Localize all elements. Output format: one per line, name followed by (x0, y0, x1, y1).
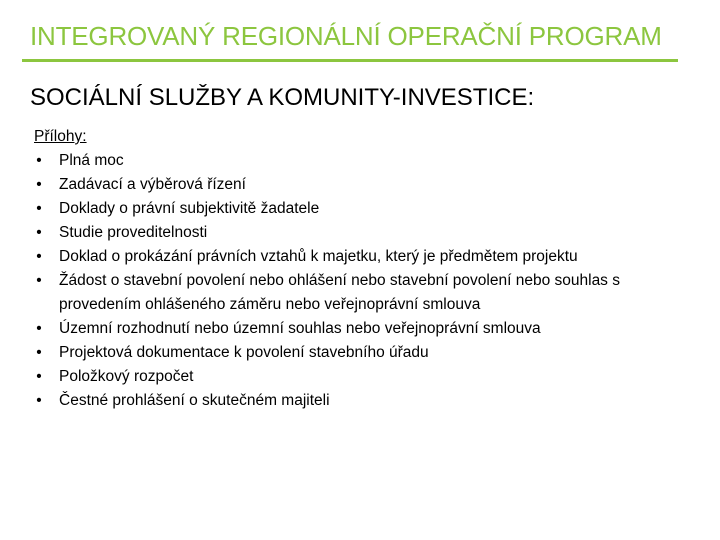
list-item-text: Plná moc (59, 152, 124, 169)
list-item (34, 221, 659, 245)
list-item (34, 245, 659, 269)
program-title: INTEGROVANÝ REGIONÁLNÍ OPERAČNÍ PROGRAM (30, 21, 662, 51)
section-heading: SOCIÁLNÍ SLUŽBY A KOMUNITY-INVESTICE: (30, 84, 535, 111)
list-item (34, 341, 659, 365)
list-item-text: Doklady o právní subjektivitě žadatele (59, 200, 320, 217)
list-item-text: Územní rozhodnutí nebo územní souhlas nebo veřejnoprávní smlouva (59, 320, 541, 337)
list-item (34, 365, 659, 389)
bullet-icon: • (36, 224, 42, 241)
list-item (34, 389, 659, 413)
bullet-icon: • (36, 176, 42, 193)
list-item-text: Projektová dokumentace k povolení stavebního úřadu (59, 344, 429, 361)
bullet-icon: • (36, 344, 42, 361)
list-item-text: Čestné prohlášení o skutečném majiteli (59, 392, 330, 409)
bullet-icon: • (36, 248, 42, 265)
bullet-icon: • (36, 272, 42, 289)
list-item-text: Položkový rozpočet (59, 368, 194, 385)
bullet-icon: • (36, 200, 42, 217)
list-item (34, 269, 659, 317)
list-item (34, 197, 659, 221)
title-divider (22, 59, 678, 62)
list-item (34, 317, 659, 341)
list-item (34, 149, 659, 173)
list-item-text: Zadávací a výběrová řízení (59, 176, 246, 193)
bullet-icon: • (36, 320, 42, 337)
attachments-section (34, 125, 684, 413)
attachments-list (34, 149, 684, 413)
list-item-text: Doklad o prokázání právních vztahů k majetku, který je předmětem projektu (59, 248, 578, 265)
list-item-text: Žádost o stavební povolení nebo ohlášení nebo stavební povolení nebo souhlas s provedením ohlášeného záměru nebo veřejnoprávní smlouva (59, 272, 620, 313)
bullet-icon: • (36, 392, 42, 409)
list-item-text: Studie proveditelnosti (59, 224, 208, 241)
bullet-icon: • (36, 368, 42, 385)
attachments-label: Přílohy: (34, 128, 87, 145)
list-item (34, 173, 659, 197)
bullet-icon: • (36, 152, 42, 169)
